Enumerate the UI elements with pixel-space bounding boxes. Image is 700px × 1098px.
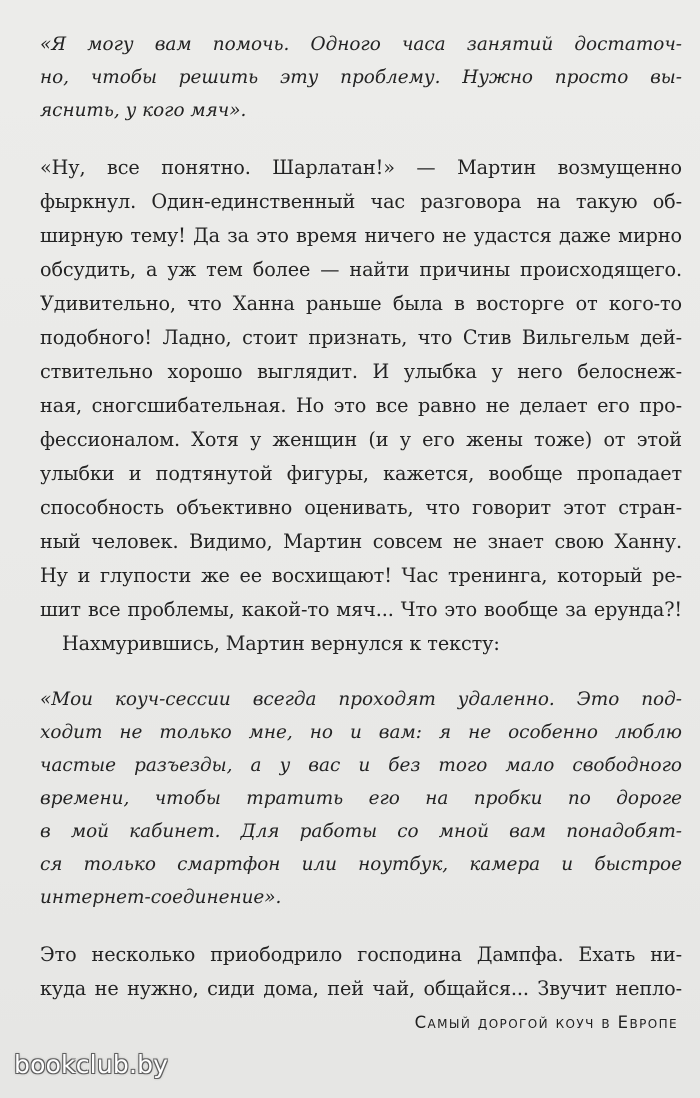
paragraph-line-1: «Ну, все понятно. Шарлатан!» — Мартин возмущенно: [40, 156, 682, 179]
quote2-line-4: времени, чтобы тратить его на пробки по дороге: [40, 788, 682, 809]
paragraph-line-4: обсудить, а уж тем более — найти причины происходящего.: [40, 258, 682, 281]
paragraph-line-5: Удивительно, что Ханна раньше была в восторге от кого-то: [40, 292, 682, 315]
quote-line-3: яснить, у кого мяч».: [40, 100, 247, 121]
quote2-line-6: ся только смартфон или ноутбук, камера и быстрое: [40, 854, 682, 875]
paragraph-line-3: ширную тему! Да за это время ничего не удастся даже мирно: [40, 224, 682, 247]
paragraph-line-15: Нахмурившись, Мартин вернулся к тексту:: [62, 632, 500, 655]
quote2-line-1: «Мои коуч-сессии всегда проходят удаленно. Это под-: [40, 689, 682, 710]
running-footer: Самый дорогой коуч в Европе: [414, 1013, 678, 1032]
quote-line-1: «Я могу вам помочь. Одного часа занятий достаточ-: [40, 34, 682, 55]
paragraph-line-2: фыркнул. Один-единственный час разговора на такую об-: [40, 190, 682, 213]
quote-line-2: но, чтобы решить эту проблему. Нужно просто вы-: [40, 67, 682, 88]
quote2-line-2: ходит не только мне, но и вам: я не особенно люблю: [40, 722, 682, 743]
paragraph-line-6: подобного! Ладно, стоит признать, что Стив Вильгельм дей-: [40, 326, 682, 349]
watermark: bookclub.by: [14, 1050, 169, 1079]
quote2-line-3: частые разъезды, а у вас и без того мало свободного: [40, 755, 682, 776]
paragraph-line-14: шит все проблемы, какой-то мяч... Что это вообще за ерунда?!: [40, 598, 682, 621]
paragraph-line-7: ствительно хорошо выглядит. И улыбка у него белоснеж-: [40, 360, 682, 383]
paragraph-line-11: способность объективно оценивать, что говорит этот стран-: [40, 496, 682, 519]
paragraph-line-10: улыбки и подтянутой фигуры, кажется, вообще пропадает: [40, 462, 682, 485]
quote2-line-5: в мой кабинет. Для работы со мной вам понадобят-: [40, 821, 682, 842]
paragraph2-line-1: Это несколько приободрило господина Дампфа. Ехать ни-: [40, 943, 682, 966]
paragraph-line-8: ная, сногсшибательная. Но это все равно не делает его про-: [40, 394, 682, 417]
paragraph-line-9: фессионалом. Хотя у женщин (и у его жены тоже) от этой: [40, 428, 682, 451]
paragraph2-line-2: куда не нужно, сиди дома, пей чай, общайся... Звучит непло-: [40, 977, 682, 1000]
paragraph-line-12: ный человек. Видимо, Мартин совсем не знает свою Ханну.: [40, 530, 682, 553]
quote2-line-7: интернет-соединение».: [40, 887, 282, 908]
paragraph-line-13: Ну и глупости же ее восхищают! Час тренинга, который ре-: [40, 564, 682, 587]
